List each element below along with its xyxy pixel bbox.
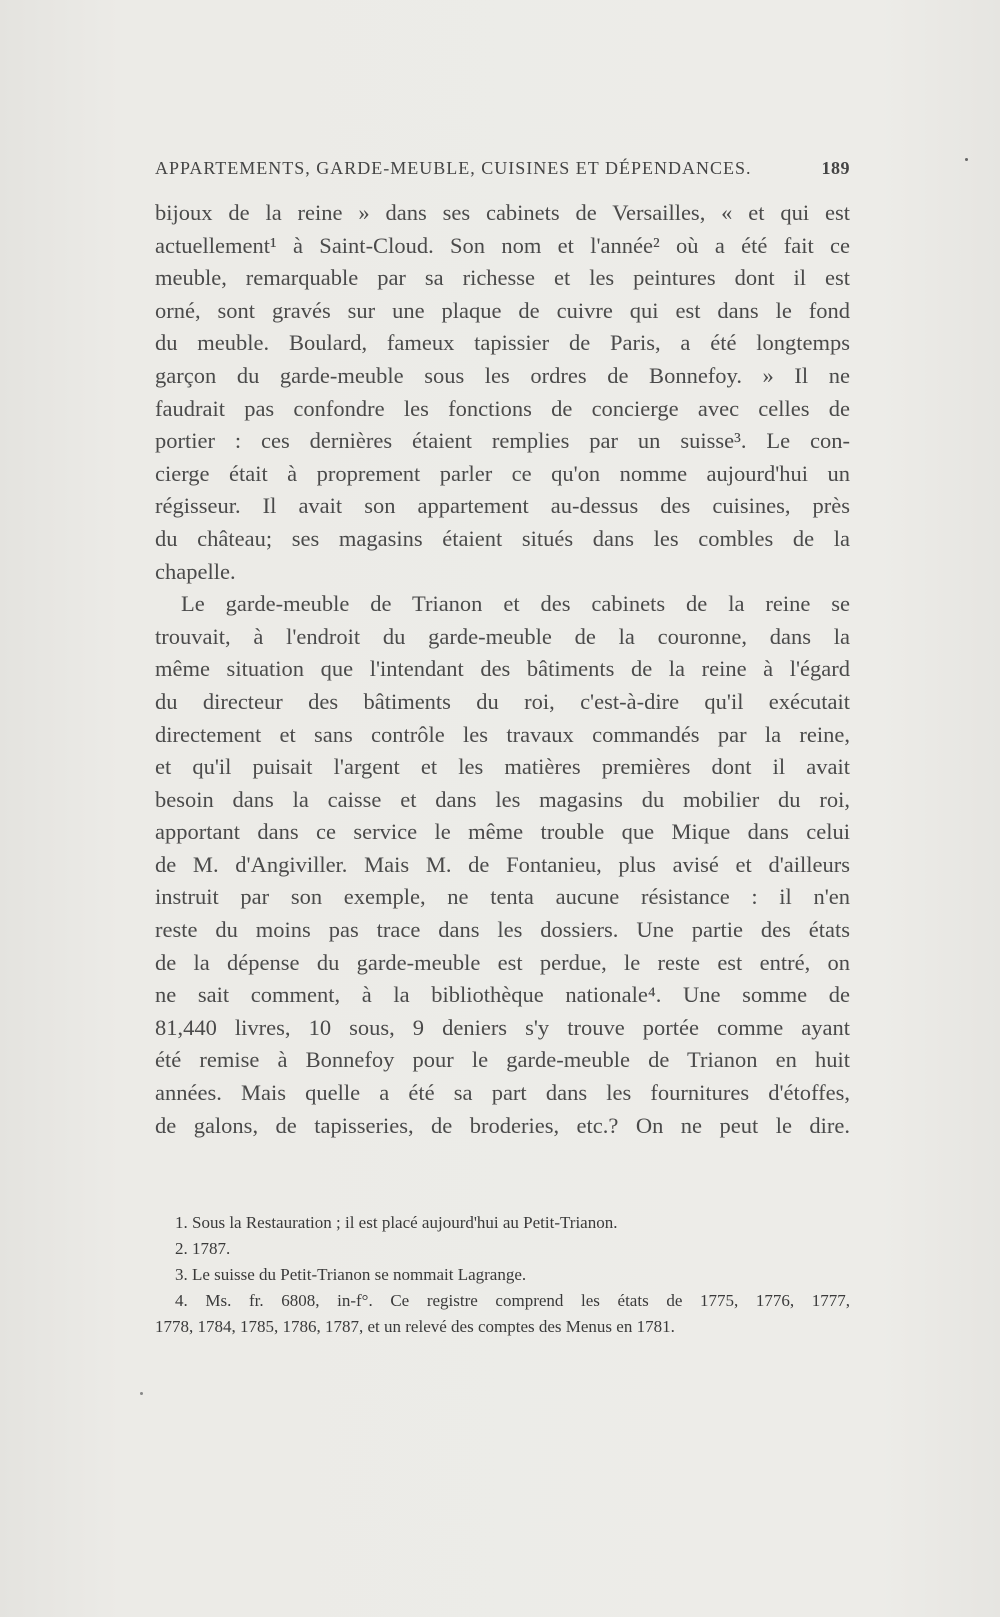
text-line: de M. d'Angiviller. Mais M. de Fontanieu, plus avisé et d'ailleurs	[155, 851, 850, 877]
text-line: besoin dans la caisse et dans les magasins du mobilier du roi,	[155, 786, 850, 812]
text-line: du meuble. Boulard, fameux tapissier de Paris, a été longtemps	[155, 330, 850, 356]
text-line: de galons, de tapisseries, de broderies, etc.? On ne peut le dire.	[155, 1112, 850, 1138]
footnote-4-continued: 1778, 1784, 1785, 1786, 1787, et un relevé des comptes des Menus en 1781.	[155, 1317, 675, 1336]
footnote-1: 1. Sous la Restauration ; il est placé aujourd'hui au Petit-Trianon.	[175, 1213, 618, 1232]
text-line: 81,440 livres, 10 sous, 9 deniers s'y trouve portée comme ayant	[155, 1014, 850, 1040]
running-head-title: APPARTEMENTS, GARDE-MEUBLE, CUISINES ET DÉPENDANCES.	[155, 158, 752, 178]
footnote-3: 3. Le suisse du Petit-Trianon se nommait Lagrange.	[175, 1265, 527, 1284]
page-number: 189	[821, 158, 850, 178]
paragraph-2	[155, 588, 850, 1142]
text-line: et qu'il puisait l'argent et les matières premières dont il avait	[155, 754, 850, 780]
margin-speck	[965, 158, 968, 161]
text-line: cierge était à proprement parler ce qu'on nomme aujourd'hui un	[155, 460, 850, 486]
text-line: directement et sans contrôle les travaux commandés par la reine,	[155, 721, 850, 747]
text-line: années. Mais quelle a été sa part dans les fournitures d'étoffes,	[155, 1080, 850, 1106]
text-line: reste du moins pas trace dans les dossiers. Une partie des états	[155, 917, 850, 943]
text-line: été remise à Bonnefoy pour le garde-meuble de Trianon en huit	[155, 1047, 850, 1073]
text-line: apportant dans ce service le même trouble que Mique dans celui	[155, 819, 850, 845]
text-line: instruit par son exemple, ne tenta aucune résistance : il n'en	[155, 884, 850, 910]
text-line: de la dépense du garde-meuble est perdue, le reste est entré, on	[155, 949, 850, 975]
text-line: trouvait, à l'endroit du garde-meuble de la couronne, dans la	[155, 623, 850, 649]
text-line: ne sait comment, à la bibliothèque nationale⁴. Une somme de	[155, 982, 850, 1008]
text-line: portier : ces dernières étaient remplies par un suisse³. Le con-	[155, 428, 850, 454]
body-text	[155, 197, 850, 1142]
margin-speck	[140, 1392, 143, 1395]
footnote-2: 2. 1787.	[175, 1239, 231, 1258]
text-line: faudrait pas confondre les fonctions de concierge avec celles de	[155, 395, 850, 421]
text-line: orné, sont gravés sur une plaque de cuivre qui est dans le fond	[155, 297, 850, 323]
text-line: chapelle.	[155, 558, 236, 584]
footnotes	[155, 1210, 850, 1340]
text-line: du château; ses magasins étaient situés dans les combles de la	[155, 525, 850, 551]
text-line: garçon du garde-meuble sous les ordres de Bonnefoy. » Il ne	[155, 362, 850, 388]
text-line: meuble, remarquable par sa richesse et les peintures dont il est	[155, 265, 850, 291]
paragraph-1	[155, 197, 850, 588]
text-line: actuellement¹ à Saint-Cloud. Son nom et l'année² où a été fait ce	[155, 232, 850, 258]
text-line: même situation que l'intendant des bâtiments de la reine à l'égard	[155, 656, 850, 682]
text-line: bijoux de la reine » dans ses cabinets de Versailles, « et qui est	[155, 200, 850, 225]
footnote-4: 4. Ms. fr. 6808, in-f°. Ce registre comprend les états de 1775, 1776, 1777,	[175, 1291, 850, 1310]
running-head	[155, 158, 850, 179]
text-line: du directeur des bâtiments du roi, c'est-à-dire qu'il exécutait	[155, 688, 850, 714]
text-line: Le garde-meuble de Trianon et des cabinets de la reine se	[181, 591, 850, 617]
text-line: régisseur. Il avait son appartement au-dessus des cuisines, près	[155, 493, 850, 519]
